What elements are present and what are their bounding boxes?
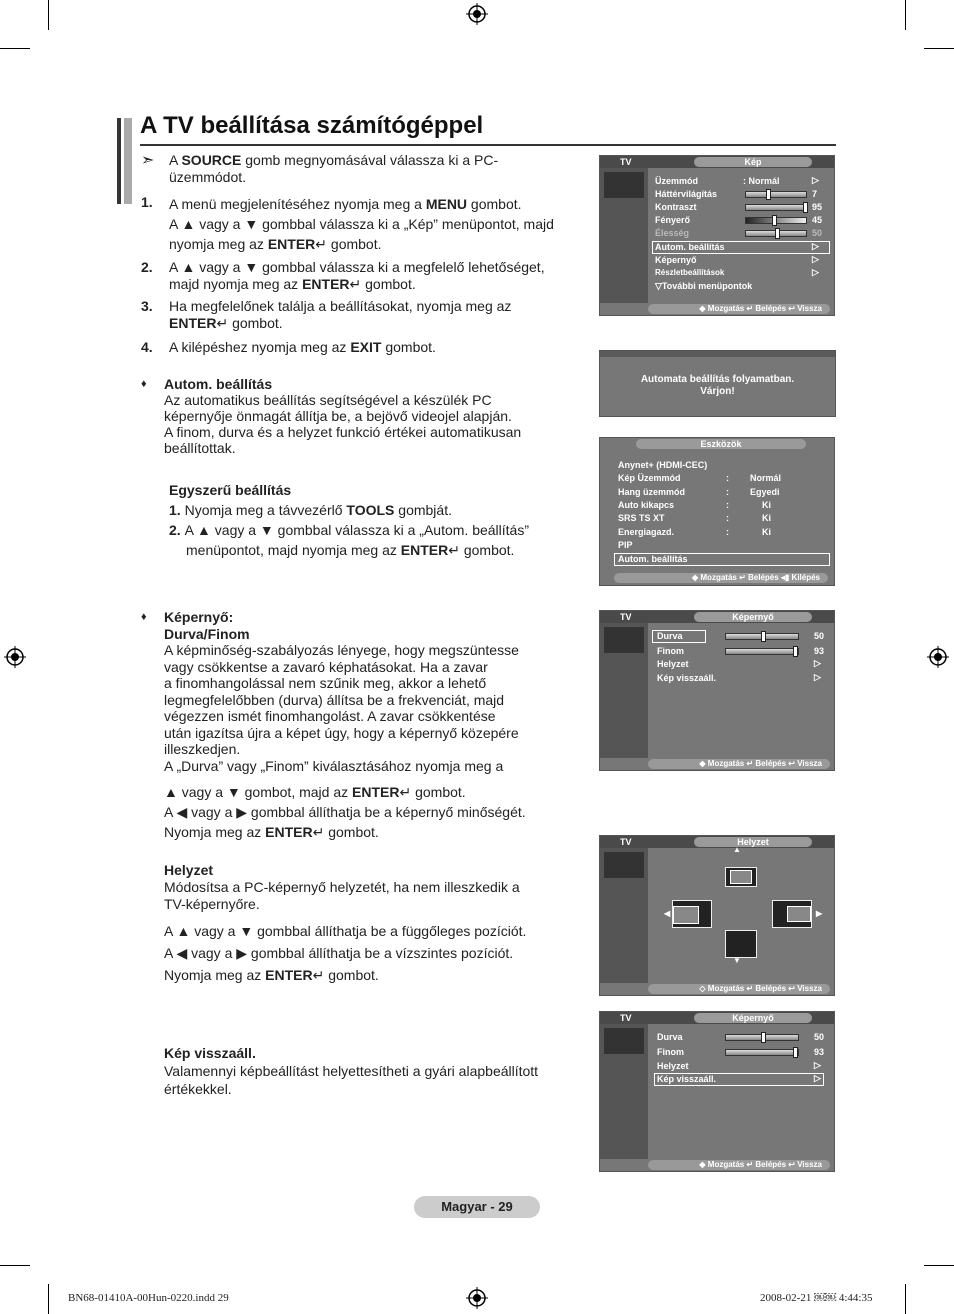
tv-label: TV <box>620 157 632 167</box>
right-arrow-icon: ▶ <box>816 909 823 918</box>
tools-item-value: Normál <box>750 473 782 483</box>
menu-footer: ◇ Mozgatás ↵ Belépés ↩ Vissza <box>648 984 830 994</box>
title-underline <box>140 144 836 146</box>
menu-item-label[interactable]: Finom <box>657 1047 684 1057</box>
tools-item-label[interactable]: Hang üzemmód <box>618 487 686 497</box>
step-number: 1. <box>141 194 153 210</box>
menu-item-label[interactable]: Kép visszaáll. <box>657 673 717 683</box>
slider-knob <box>793 646 798 657</box>
position-down-preview <box>725 930 757 958</box>
menu-item-label[interactable]: Durva <box>657 631 683 641</box>
slider-knob <box>766 189 771 200</box>
autom-section: Autom. beállítás Az automatikus beállítás segítségével a készülék PC képernyője önmagát állítja be, a bejövő videojel alapján. A finom, durva és a helyzet funkció értékei automatikusan beállítottak. <box>164 376 522 456</box>
enter-icon: ↵ <box>312 824 325 840</box>
menu-item-label[interactable]: Helyzet <box>657 659 689 669</box>
menu-item-label: Élesség <box>655 228 690 238</box>
submenu-arrow-icon: ▷ <box>812 254 819 264</box>
crop-mark <box>905 1284 906 1314</box>
tools-item-value: Ki <box>762 513 771 523</box>
setup-icon <box>604 711 644 737</box>
menu-item-label[interactable]: Helyzet <box>657 1061 689 1071</box>
step-number: 4. <box>141 339 153 355</box>
step-2: A ▲ vagy a ▼ gombbal válassza ki a megfelelő lehetőséget, majd nyomja meg az ENTER↵ gombot. <box>169 259 545 292</box>
slider-knob <box>761 631 766 642</box>
menu-header <box>600 611 834 623</box>
menu-header <box>600 1012 834 1024</box>
enter-icon: ↵ <box>216 315 229 331</box>
message-line: Automata beállítás folyamatban. <box>640 374 795 385</box>
tools-item-label[interactable]: Anynet+ (HDMI-CEC) <box>618 460 708 470</box>
menu-tab: Képernyő <box>694 1013 812 1023</box>
tv-menu-position <box>599 835 835 996</box>
submenu-arrow-icon: ▷ <box>812 175 819 185</box>
intro-note: A SOURCE gomb megnyomásával válassza ki a PC- üzemmódot. <box>169 152 499 185</box>
menu-item-label: Kontraszt <box>655 202 697 212</box>
menu-item-value: 93 <box>814 1047 825 1057</box>
autom-easy-setup: Egyszerű beállítás 1. Nyomja meg a távvezérlő TOOLS gombját. 2. A ▲ vagy a ▼ gombbal válassza ki a „Autom. beállítás” menüpontot, majd nyomja meg az ENTER↵ gombot. <box>169 482 529 558</box>
channel-icon <box>604 908 644 934</box>
tools-sep: : <box>726 473 729 483</box>
picture-icon <box>604 627 644 653</box>
tools-item-label[interactable]: Autom. beállítás <box>618 554 688 564</box>
crop-mark <box>48 1284 49 1314</box>
bullet-icon: ♦ <box>141 611 147 623</box>
submenu-arrow-icon: ▷ <box>814 1073 821 1083</box>
tools-sep: : <box>726 500 729 510</box>
menu-footer: ◆ Mozgatás ↵ Belépés ↩ Vissza <box>648 304 830 314</box>
menu-item-value: 50 <box>814 1032 825 1042</box>
tools-item-value: Ki <box>762 500 771 510</box>
menu-item-value: : Normál <box>743 176 780 186</box>
submenu-arrow-icon: ▷ <box>812 267 819 277</box>
fine-slider <box>725 1049 799 1056</box>
print-date-info: 2008-02-21 ￼￼ 4:44:35 <box>760 1292 873 1304</box>
menu-tab: Helyzet <box>694 837 812 847</box>
submenu-arrow-icon: ▷ <box>814 658 821 668</box>
registration-mark-icon <box>466 1287 488 1309</box>
kepernyo-section: Képernyő: Durva/Finom A képminőség-szabályozás lényege, hogy megszüntesse vagy csökkentse a zavaró képhatásokat. Ha a zavar a finomhangolással nem szűnik meg, akkor a lehető legmegfelelőbben (durva) állítsa be a frekvenciát, majd végezzen ismét finomhangolást. A zavar csökkentése után igazítsa újra a képet úgy, hogy a képernyő közepére illeszkedjen. A „Durva” vagy „Finom” kiválasztásához nyomja meg a <box>164 609 519 774</box>
picture-icon <box>604 852 644 878</box>
helyzet-section: Helyzet Módosítsa a PC-képernyő helyzetét, ha nem illeszkedik a TV-képernyőre. <box>164 862 520 912</box>
registration-mark-icon <box>927 646 949 668</box>
tools-sep: : <box>726 527 729 537</box>
position-up-preview <box>725 867 757 887</box>
sound-icon <box>604 655 644 681</box>
menu-item-value: 95 <box>812 202 823 212</box>
page-number-badge: Magyar - 29 <box>414 1196 540 1218</box>
menu-item-label: Fényerő <box>655 215 691 225</box>
crop-mark <box>905 0 906 30</box>
submenu-arrow-icon: ▷ <box>814 1060 821 1070</box>
channel-icon <box>604 1084 644 1110</box>
menu-item-label[interactable]: ▽További menüpontok <box>655 281 753 291</box>
crop-mark <box>0 48 30 49</box>
slider-knob <box>775 228 780 239</box>
position-left-preview <box>672 900 712 928</box>
enter-icon: ↵ <box>448 542 460 558</box>
input-icon <box>604 964 644 990</box>
menu-item-value: 93 <box>814 646 825 656</box>
menu-sidebar <box>600 623 648 758</box>
menu-item-label[interactable]: Autom. beállítás <box>655 242 725 252</box>
menu-header <box>600 836 834 848</box>
tools-item-label[interactable]: PIP <box>618 540 633 550</box>
tv-label: TV <box>620 837 632 847</box>
up-arrow-icon: ▲ <box>733 845 741 854</box>
enter-icon: ↵ <box>399 784 412 800</box>
menu-item-label[interactable]: Kép visszaáll. <box>657 1074 717 1084</box>
step-number: 2. <box>141 259 153 275</box>
picture-icon <box>604 172 644 198</box>
channel-icon <box>604 683 644 709</box>
submenu-arrow-icon: ▷ <box>814 672 821 682</box>
menu-header <box>600 156 834 168</box>
picture-icon <box>604 1028 644 1054</box>
down-arrow-icon: ▼ <box>733 956 741 965</box>
menu-item-label: Üzemmód <box>655 176 699 186</box>
title-accent-bar <box>124 118 132 204</box>
menu-sidebar <box>600 168 648 303</box>
tv-menu-screen-reset <box>599 1011 835 1172</box>
menu-footer: ◆ Mozgatás ↵ Belépés ↩ Vissza <box>648 759 830 769</box>
tv-menu-screen <box>599 610 835 771</box>
input-icon <box>604 284 644 310</box>
menu-item-label[interactable]: Durva <box>657 1032 683 1042</box>
enter-icon: ↵ <box>349 276 362 292</box>
tv-label: TV <box>620 1013 632 1023</box>
step-4: A kilépéshez nyomja meg az EXIT gombot. <box>169 339 436 355</box>
brightness-slider <box>745 217 807 224</box>
bullet-icon: ♦ <box>141 378 147 390</box>
tools-item-value: Ki <box>762 527 771 537</box>
tools-item-label[interactable]: SRS TS XT <box>618 513 665 523</box>
tv-label: TV <box>620 612 632 622</box>
auto-adjust-message <box>599 350 836 417</box>
sound-icon <box>604 1056 644 1082</box>
enter-icon: ↵ <box>315 236 328 252</box>
menu-item-label[interactable]: Finom <box>657 646 684 656</box>
tools-item-value: Egyedi <box>750 487 780 497</box>
tools-menu <box>599 437 835 586</box>
position-right-preview <box>772 900 812 928</box>
tools-item-label[interactable]: Kép Üzemmód <box>618 473 681 483</box>
coarse-slider <box>725 633 799 640</box>
tools-item-label[interactable]: Auto kikapcs <box>618 500 675 510</box>
note-arrow-icon: ➣ <box>141 152 155 169</box>
helyzet-controls: A ▲ vagy a ▼ gombbal állíthatja be a függőleges pozíciót. A ◀ vagy a ▶ gombbal állíthatja be a vízszintes pozíciót. Nyomja meg az ENTER↵ gombot. <box>164 923 527 983</box>
submenu-arrow-icon: ▷ <box>812 241 819 251</box>
menu-item-label[interactable]: Részletbeállítások <box>655 268 725 277</box>
tools-item-label[interactable]: Energiagazd. <box>618 527 675 537</box>
sharpness-slider <box>745 230 807 237</box>
menu-tab: Kép <box>694 157 812 167</box>
menu-sidebar <box>600 848 648 983</box>
setup-icon <box>604 936 644 962</box>
slider-knob <box>803 202 808 213</box>
coarse-slider <box>725 1034 799 1041</box>
menu-item-value: 7 <box>812 189 818 199</box>
page-title: A TV beállítása számítógéppel <box>140 112 484 139</box>
crop-mark <box>924 1265 954 1266</box>
menu-item-label[interactable]: Képernyő <box>655 255 697 265</box>
setup-icon <box>604 256 644 282</box>
input-icon <box>604 1140 644 1166</box>
input-icon <box>604 739 644 765</box>
registration-mark-icon <box>4 646 26 668</box>
slider-knob <box>761 1032 766 1043</box>
enter-icon: ↵ <box>312 967 325 983</box>
print-file-info: BN68-01410A-00Hun-0220.indd 29 <box>68 1292 229 1304</box>
tools-footer: ◆ Mozgatás ↵ Belépés ◂▮ Kilépés <box>614 573 828 583</box>
slider-knob <box>793 1047 798 1058</box>
reset-section: Kép visszaáll. Valamennyi képbeállítást helyettesítheti a gyári alapbeállított értékekkel. <box>164 1045 539 1097</box>
sound-icon <box>604 880 644 906</box>
menu-sidebar <box>600 1024 648 1159</box>
sound-icon <box>604 200 644 226</box>
crop-mark <box>924 48 954 49</box>
title-accent-bar <box>117 118 121 204</box>
crop-mark <box>48 0 49 30</box>
channel-icon <box>604 228 644 254</box>
step-3: Ha megfelelőnek találja a beállításokat, nyomja meg az ENTER↵ gombot. <box>169 298 512 331</box>
slider-knob <box>772 215 777 226</box>
backlight-slider <box>745 191 807 198</box>
contrast-slider <box>745 204 807 211</box>
left-arrow-icon: ◀ <box>664 909 671 918</box>
tools-sep: : <box>726 487 729 497</box>
menu-item-value: 50 <box>812 228 823 238</box>
setup-icon <box>604 1112 644 1138</box>
fine-slider <box>725 648 799 655</box>
menu-footer: ◆ Mozgatás ↵ Belépés ↩ Vissza <box>648 1160 830 1170</box>
tv-menu-picture <box>599 155 835 316</box>
message-header <box>600 351 835 357</box>
tools-sep: : <box>726 513 729 523</box>
menu-item-value: 45 <box>812 215 823 225</box>
menu-item-label: Háttérvilágítás <box>655 189 718 199</box>
registration-mark-icon <box>466 3 488 25</box>
step-1: A menü megjelenítéséhez nyomja meg a MENU gombot. A ▲ vagy a ▼ gombbal válassza ki a „Kép” menüpontot, majd nyomja meg az ENTER↵ gombot. <box>169 196 554 252</box>
tools-header <box>600 438 834 450</box>
crop-mark <box>0 1265 30 1266</box>
tools-title: Eszközök <box>636 439 806 449</box>
message-line: Várjon! <box>700 386 735 397</box>
menu-tab: Képernyő <box>694 612 812 622</box>
menu-item-value: 50 <box>814 631 825 641</box>
step-number: 3. <box>141 298 153 314</box>
kepernyo-controls: ▲ vagy a ▼ gombot, majd az ENTER↵ gombot. A ◀ vagy a ▶ gombbal állíthatja be a képernyő minőségét. Nyomja meg az ENTER↵ gombot. <box>164 784 526 840</box>
